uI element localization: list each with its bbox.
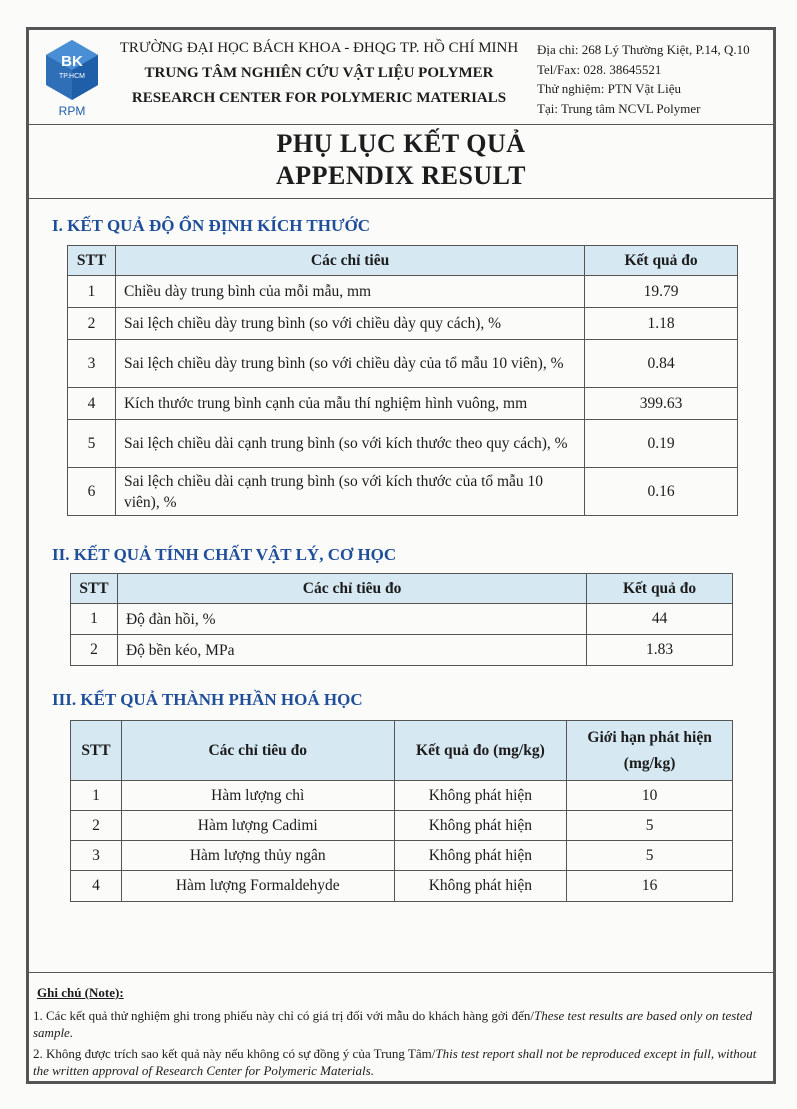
table-header-row [71, 721, 733, 781]
table-row [71, 871, 733, 902]
col-detection-limit: Giới hạn phát hiện (mg/kg) [567, 721, 733, 781]
row-stt: 5 [68, 420, 116, 468]
col-criteria: Các chỉ tiêu đo [121, 721, 394, 781]
row-criteria: Sai lệch chiều dài cạnh trung bình (so với kích thước của tổ mẫu 10 viên), % [115, 468, 584, 516]
row-stt: 1 [71, 781, 122, 811]
university-name: TRƯỜNG ĐẠI HỌC BÁCH KHOA - ĐHQG TP. HỒ CHÍ MINH [119, 40, 519, 56]
document-header [29, 30, 773, 125]
row-result: 0.84 [585, 340, 738, 388]
note-1-vi: 1. Các kết quả thử nghiệm ghi trong phiếu này chỉ có giá trị đối với mẫu do khách hàng gởi đến/ [33, 1008, 534, 1023]
col-result: Kết quả đo [587, 574, 733, 604]
col-stt: STT [71, 721, 122, 781]
note-1-en: These test results are based only on tested sample. [33, 1008, 753, 1040]
document-title [29, 124, 773, 199]
table-row [71, 811, 733, 841]
row-result: Không phát hiện [394, 811, 567, 841]
section2-heading: II. KẾT QUẢ TÍNH CHẤT VẬT LÝ, CƠ HỌC [52, 545, 397, 564]
section1-heading: I. KẾT QUẢ ĐỘ ỔN ĐỊNH KÍCH THƯỚC [52, 216, 371, 235]
note-2-en: This test report shall not be reproduced except in full, without the written approval of Research Center for Polymeric Materials. [33, 1046, 757, 1078]
address: Địa chỉ: 268 Lý Thường Kiệt, P.14, Q.10 [537, 42, 750, 57]
row-result: 44 [587, 604, 733, 635]
row-limit: 5 [567, 811, 733, 841]
row-result: 0.16 [585, 468, 738, 516]
section3-table [70, 720, 733, 902]
contact-block [537, 40, 773, 118]
rpm-logo [41, 38, 103, 118]
row-result: 19.79 [585, 276, 738, 308]
row-criteria: Sai lệch chiều dày trung bình (so với chiều dày quy cách), % [115, 308, 584, 340]
note-2-vi: 2. Không được trích sao kết quả này nếu không có sự đồng ý của Trung Tâm/ [33, 1046, 436, 1061]
tel-fax: Tel/Fax: 028. 38645521 [537, 61, 662, 77]
table-row [68, 468, 738, 516]
row-stt: 3 [71, 841, 122, 871]
col-criteria: Các chỉ tiêu [115, 246, 584, 276]
row-result: 399.63 [585, 388, 738, 420]
row-criteria: Hàm lượng Formaldehyde [121, 871, 394, 902]
logo-sub-text: TP.HCM [59, 73, 85, 80]
section3-heading: III. KẾT QUẢ THÀNH PHẦN HOÁ HỌC [52, 690, 363, 709]
row-criteria: Hàm lượng thủy ngân [121, 841, 394, 871]
logo-label: RPM [58, 104, 86, 118]
section1-table [67, 245, 738, 516]
row-result: Không phát hiện [394, 841, 567, 871]
notes-section [29, 972, 773, 1082]
table-row [71, 841, 733, 871]
title-en: APPENDIX RESULT [276, 161, 526, 190]
table-row [68, 388, 738, 420]
logo-bk-text: BK [61, 53, 83, 70]
row-criteria: Chiều dày trung bình của mỗi mẫu, mm [115, 276, 584, 308]
row-stt: 1 [71, 604, 118, 635]
row-stt: 2 [68, 308, 116, 340]
col-result: Kết quả đo [585, 246, 738, 276]
institution-block [113, 36, 525, 111]
row-criteria: Độ đàn hồi, % [117, 604, 586, 635]
row-criteria: Hàm lượng Cadimi [121, 811, 394, 841]
row-stt: 6 [68, 468, 116, 516]
row-criteria: Hàm lượng chì [121, 781, 394, 811]
note-2 [33, 1045, 771, 1079]
row-criteria: Sai lệch chiều dày trung bình (so với chiều dày của tổ mẫu 10 viên), % [115, 340, 584, 388]
row-stt: 3 [68, 340, 116, 388]
row-result: 1.18 [585, 308, 738, 340]
table-row [68, 420, 738, 468]
table-row [71, 781, 733, 811]
title-vi: PHỤ LỤC KẾT QUẢ [276, 129, 526, 158]
table-header-row [71, 574, 733, 604]
row-result: Không phát hiện [394, 871, 567, 902]
col-result: Kết quả đo (mg/kg) [394, 721, 567, 781]
table-row [68, 340, 738, 388]
table-row [68, 308, 738, 340]
row-stt: 4 [71, 871, 122, 902]
row-limit: 5 [567, 841, 733, 871]
row-result: Không phát hiện [394, 781, 567, 811]
test-place: Tại: Trung tâm NCVL Polymer [537, 100, 701, 116]
section2-table [70, 573, 733, 666]
notes-title: Ghi chú (Note): [37, 985, 124, 1000]
center-name-en: RESEARCH CENTER FOR POLYMERIC MATERIALS [131, 90, 507, 106]
row-result: 1.83 [587, 635, 733, 666]
note-1 [33, 1007, 771, 1041]
row-criteria: Sai lệch chiều dài cạnh trung bình (so với kích thước theo quy cách), % [115, 420, 584, 468]
test-lab: Thử nghiệm: PTN Vật Liệu [537, 81, 682, 96]
col-stt: STT [71, 574, 118, 604]
row-stt: 4 [68, 388, 116, 420]
col-criteria: Các chỉ tiêu đo [117, 574, 586, 604]
table-row [68, 276, 738, 308]
center-name-vi: TRUNG TÂM NGHIÊN CỨU VẬT LIỆU POLYMER [144, 65, 494, 81]
table-header-row [68, 246, 738, 276]
row-stt: 2 [71, 635, 118, 666]
table-row [71, 604, 733, 635]
table-row [71, 635, 733, 666]
row-stt: 1 [68, 276, 116, 308]
row-limit: 16 [567, 871, 733, 902]
row-stt: 2 [71, 811, 122, 841]
row-limit: 10 [567, 781, 733, 811]
row-criteria: Độ bền kéo, MPa [117, 635, 586, 666]
col-stt: STT [68, 246, 116, 276]
row-result: 0.19 [585, 420, 738, 468]
logo-hexagon-icon [41, 38, 103, 102]
row-criteria: Kích thước trung bình cạnh của mẫu thí nghiệm hình vuông, mm [115, 388, 584, 420]
